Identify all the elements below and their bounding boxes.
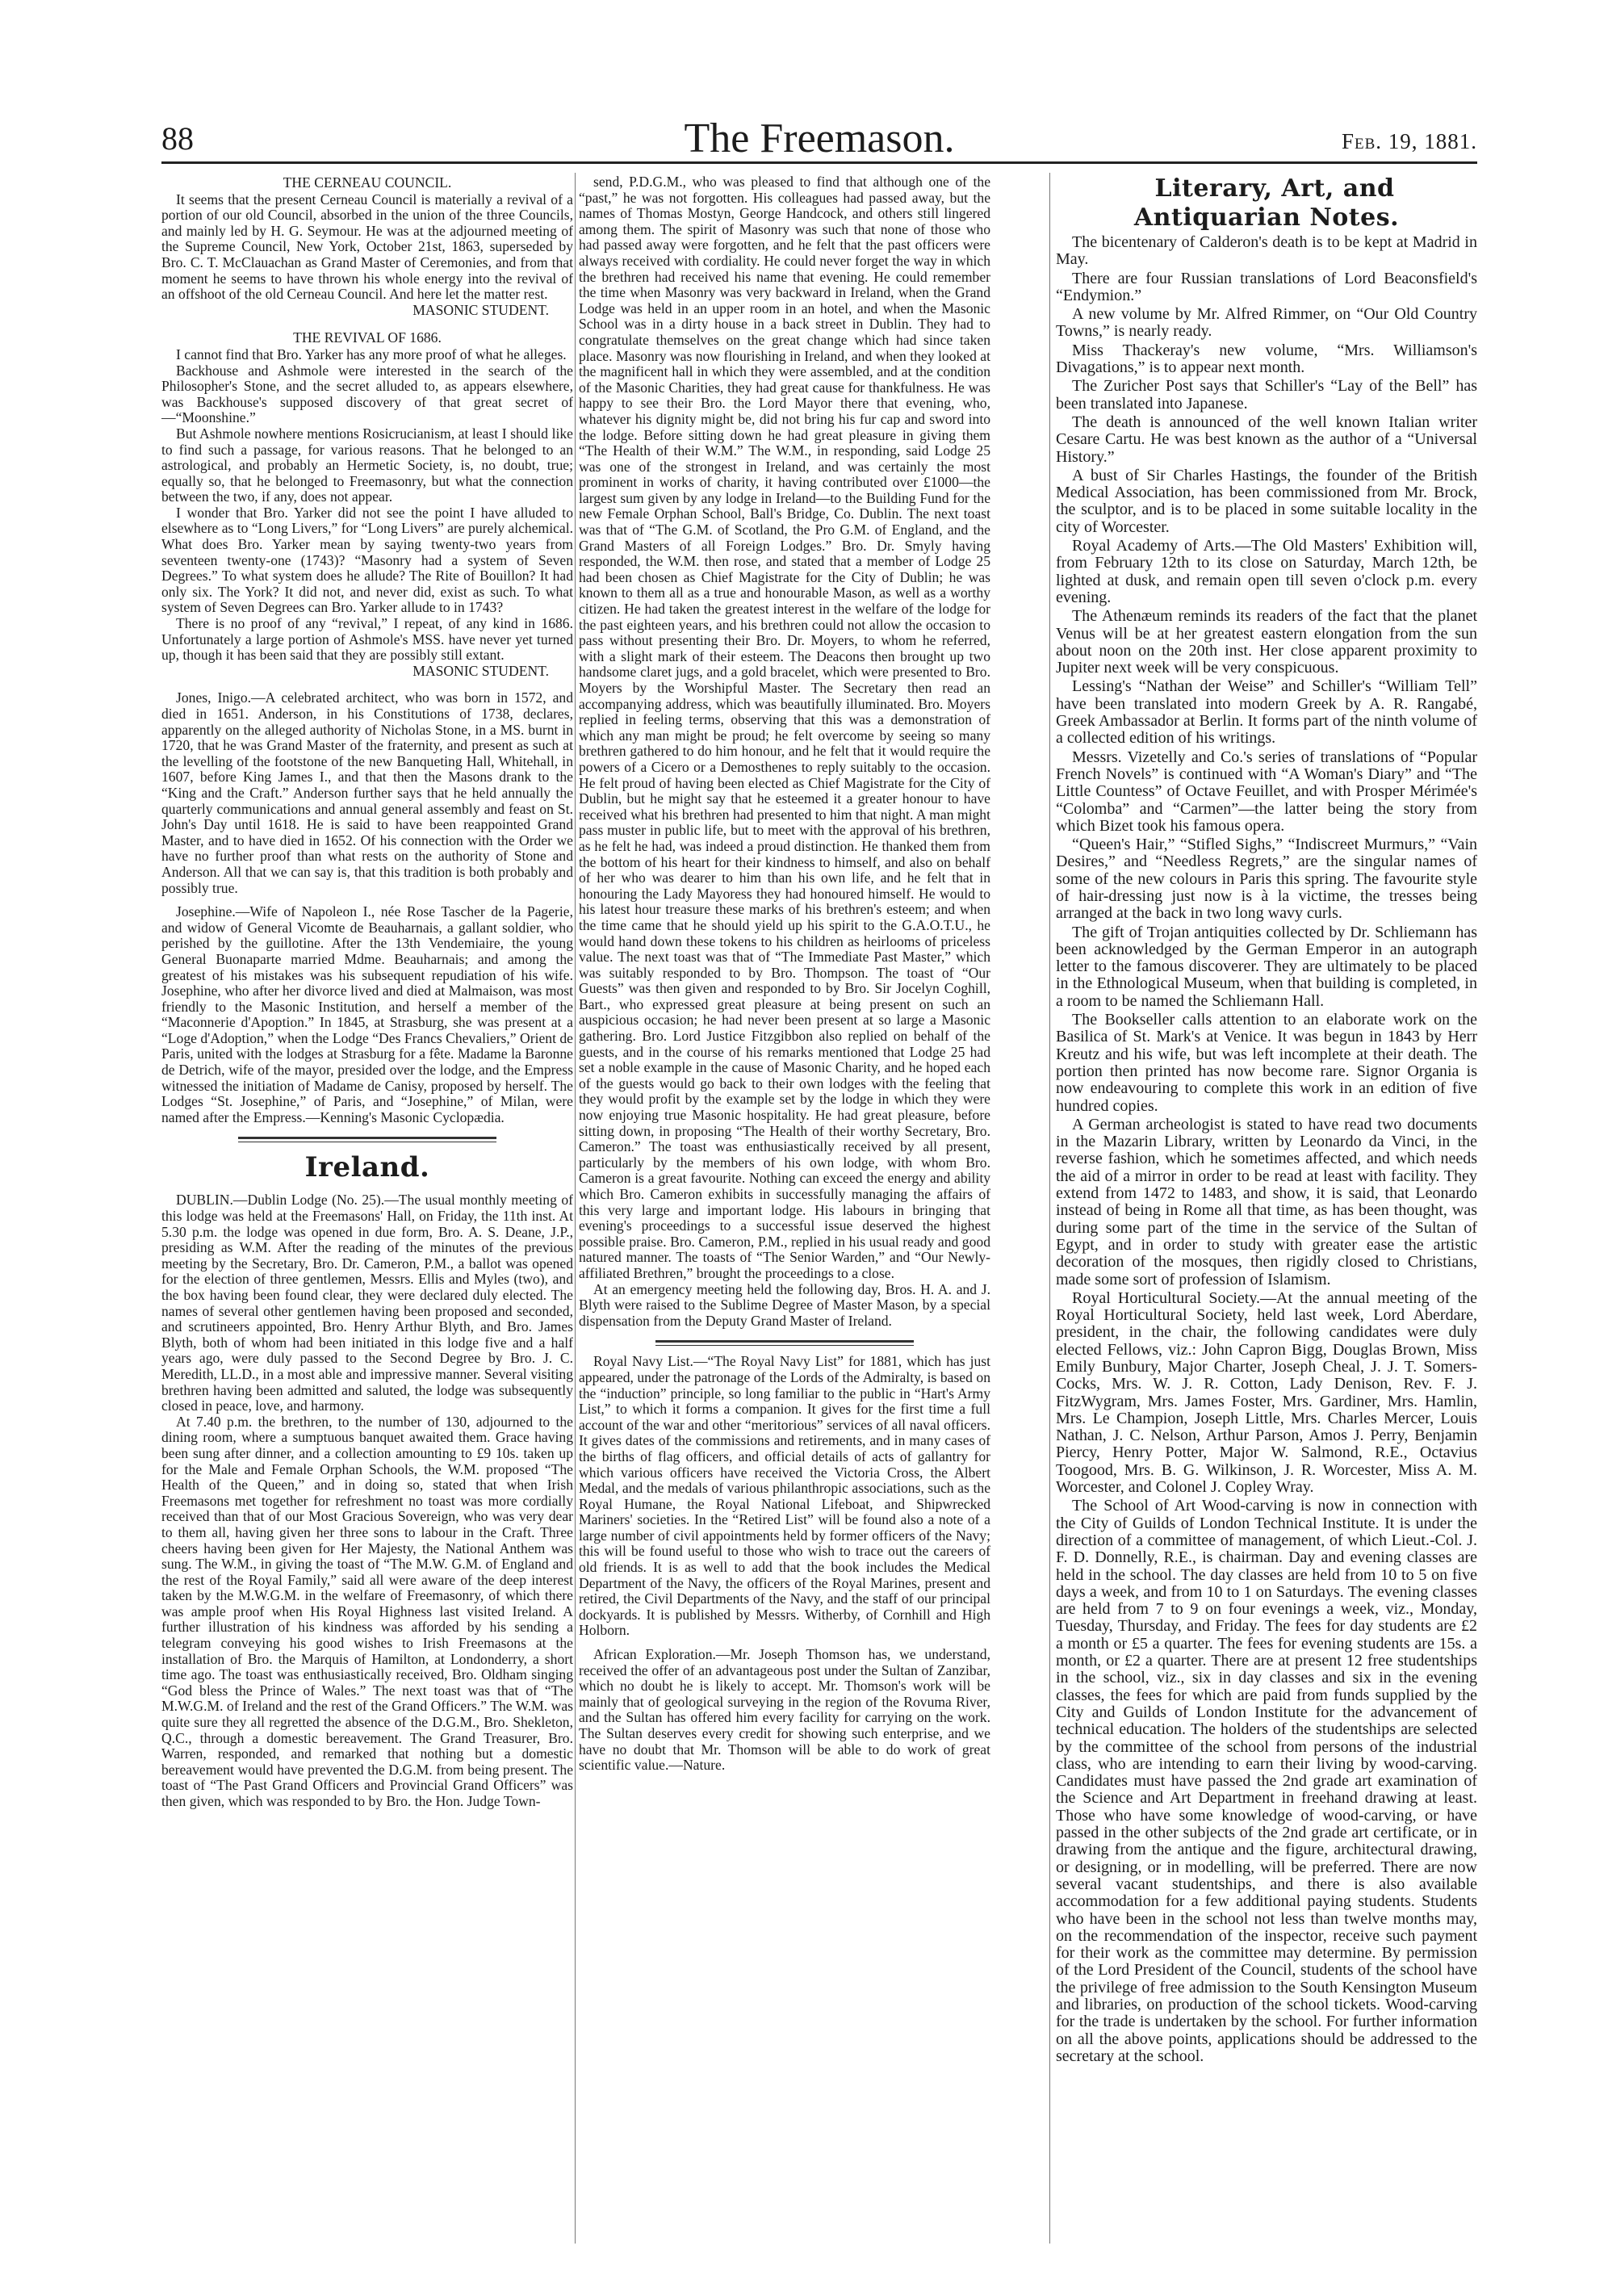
note-item: A German archeologist is stated to have read two documents in the Mazarin Library, written by Leonardo da Vinci, in the reverse fashion, which he sometimes affected, and which needs the aid of a mirror in order to be read at least with facility. They extend from 1472 to 1483, and show, it is said, that Leonardo instead of being in Rome all that time, as has been thought, was during some part of the time in the service of the Sultan of Egypt, and in order to study with greater ease the artistic decoration of the mosques, then rigidly closed to Christians, made some sort of profession of Islamism. [1056,1115,1477,1288]
cyclopaedia-entry-jones: Jones, Inigo.—A celebrated architect, who was born in 1572, and died in 1651. Anderson, in his Constitutions of 1738, declares, apparently on the alleged authority of Nicholas Stone, in a MS. burnt in 1720, that he was Grand Master of the fraternity, and present as such at the levelling of the footstone of the new Banqueting Hall, Whitehall, in 1607, before King James I., and that then the Masons drank to the “King and the Craft.” Anderson further says that he held annually the quarterly communications and annual general assembly and feast on St. John's Day until 1618. He is said to have been reappointed Grand Master, and to have died in 1652. Of his connection with the Order we have no further proof than what rests on the authority of Stone and Anderson. All that we can say is, that this tradition is both probably and possibly true. [161,689,573,896]
note-item: The School of Art Wood-carving is now in connection with the City of Guilds of London Technical Institute. It is under the direction of a committee of management, of which Lieut.-Col. J. F. D. Donnelly, R.E., is chairman. Day and evening classes are held in the school. The day classes are held from 10 to 5 on five days a week, and from 10 to 1 on Saturdays. The evening classes are held from 7 to 9 on four evenings a week, viz., Monday, Tuesday, Thursday, and Friday. The fees for day students are £2 a month or £5 a quarter. The fees for evening students are 15s. a month, or £2 a quarter. There are at present 12 free studentships in the school, viz., six in day classes and six in the evening classes, the fees for which are paid from funds supplied by the City and Guilds of London Institute for the advancement of technical education. The holders of the studentships are selected by the committee of the school from persons of the industrial class, who are intending to earn their living by wood-carving. Candidates must have passed the 2nd grade art examination of the Science and Art Department in freehand drawing at least. Those who have some knowledge of wood-carving, or have passed in the other subjects of the 2nd grade art certificate, or in drawing from the antique and the figure, architectural drawing, or designing, or in modelling, will be preferred. There are now several vacant studentships, and there is also available accommodation for a few additional paying students. Students who have been in the school not less than twelve months may, on the recommendation of the inspector, receive such payment for their work as the committee may determine. By permission of the Lord President of the Council, students of the school have the privilege of free admission to the South Kensington Museum and libraries, on production of the school tickets. Wood-carving for the trade is undertaken by the school. For further information on all the above points, applications should be addressed to the secretary at the school. [1056,1497,1477,2065]
masthead [161,115,1477,161]
article-paragraph: But Ashmole nowhere mentions Rosicrucianism, at least I should like to find such a passage, for various reasons. That he belonged to an astrological, and probably an Hermetic Society, is, no doubt, true; equally so, that he belonged to Freemasonry, but what the connection between the two, if any, does not appear. [161,425,573,505]
african-exploration-paragraph: African Exploration.—Mr. Joseph Thomson has, we understand, received the offer of an advantageous post under the Sultan of Zanzibar, which no doubt he is likely to accept. Mr. Thomson's work will be mainly that of geological surveying in the region of the Rovuma River, and the Sultan has offered him every facility for carrying on the work. The Sultan deserves every credit for showing such enterprise, and we have no doubt that Mr. Thomson will be able to do work of great scientific value.—Nature. [579,1646,990,1774]
note-item: The bicentenary of Calderon's death is to be kept at Madrid in May. [1056,233,1477,269]
issue-date: Feb. 19, 1881. [1341,129,1477,153]
note-item: The Zuricher Post says that Schiller's “Lay of the Bell” has been translated into Japanese. [1056,377,1477,413]
section-rule [655,1340,914,1346]
note-item: A new volume by Mr. Alfred Rimmer, on “Our Old Country Towns,” is nearly ready. [1056,305,1477,341]
article-heading: THE REVIVAL OF 1686. [293,329,442,346]
page-number: 88 [161,120,194,157]
article-paragraph: It seems that the present Cerneau Council is materially a revival of a portion of our old Council, absorbed in the union of the three Councils, and mainly led by H. G. Seymour. He was at the adjourned meeting of the Supreme Council, New York, October 21st, 1863, superseded by Bro. C. T. McClauachan as Grand Master of Ceremonies, and from that moment he seems to have thrown his whole energy into the revival of an offshoot of the old Cerneau Council. And here let the matter rest. [161,191,573,303]
note-item: Lessing's “Nathan der Weise” and Schiller's “William Tell” have been translated into modern Greek by A. R. Rangabé, Greek Ambassador at Berlin. It forms part of the ninth volume of a collected edition of his writings. [1056,677,1477,748]
article-paragraph: I wonder that Bro. Yarker did not see the point I have alluded to elsewhere as to “Long Livers,” for “Long Livers” are purely alchemical. What does Bro. Yarker mean by saying twenty-two years from seventeen twenty-one (1743)? “Masonry had a system of Seven Degrees.” To what system does he allude? The Rite of Bouillon? It had only six. The York? It did not, and never did, exist as such. To what system of Seven Degrees can Bro. Yarker allude to in 1743? [161,504,573,616]
note-item: A bust of Sir Charles Hastings, the founder of the British Medical Association, has been commissioned from Mr. Brock, the sculptor, and is to be placed in some suitable locality in the city of Worcester. [1056,466,1477,536]
note-item: Messrs. Vizetelly and Co.'s series of translations of “Popular French Novels” is continued with “A Woman's Diary” and “The Little Countess” of Octave Feuillet, and with Prosper Mérimée's “Colomba” and “Carmen”—the latter being the story from which Bizet took his famous opera. [1056,748,1477,835]
publication-title: The Freemason. [684,115,955,161]
article-signature: MASONIC STUDENT. [412,301,549,318]
section-rule [238,1137,496,1142]
note-item: The Bookseller calls attention to an elaborate work on the Basilica of St. Mark's at Venice. It was begun in 1843 by Herr Kreutz and his wife, but was left incomplete at their death. The portion then printed has now become rare. Signor Organia is now endeavouring to complete this work in an edition of five hundred copies. [1056,1011,1477,1115]
article-paragraph: send, P.D.G.M., who was pleased to find that although one of the “past,” he was not forgotten. His colleagues had passed away, but the names of Thomas Mostyn, George Handcock, and others still lingered among them. The spirit of Masonry was such that none of those who had passed away were forgotten, and he felt that the past officers were always received with cordiality. He could never forget the way in which the brethren had received his name that evening. He could remember the time when Masonry was very backward in Ireland, when the Grand Lodge was held in an upper room in an hotel, and when the Masonic School was in a dirty house in a back street in Dublin. They had to congratulate themselves on the great change which had since taken place. Masonry was now flourishing in Ireland, and when they looked at the magnificent hall in which they were assembled, and at the condition of the Masonic Charities, they had great cause for thankfulness. He was happy to see their Bro. the Lord Mayor there that evening, who, whatever his dignity might be, did not bring his fur cap and sword into the lodge. Before sitting down he had great pleasure in giving them “The Health of their W.M.” The W.M., in responding, said Lodge 25 was one of the strongest in Ireland, and was certainly the most prominent in works of charity, it having contributed over £1000—the largest sum given by any lodge in Ireland—to the Building Fund for the new Female Orphan School, Ball's Bridge, Co. Dublin. The next toast was that of “The G.M. of Scotland, the Pro G.M. of England, and the Grand Masters of all Foreign Lodges.” Bro. Dr. Smyly having responded, the W.M. then rose, and stated that a member of Lodge 25 had been chosen as Chief Magistrate for the City of Dublin; he was known to them all as a true and honourable Mason, as well as a worthy citizen. He had taken the greatest interest in the welfare of the lodge for the past eighteen years, and his brethren could not allow the occasion to pass without presenting their Bro. Dr. Moyers, to whom he referred, with a slight mark of their esteem. The Deacons then brought up two handsome claret jugs, and a gold bracelet, which were presented to Bro. Moyers by the Worshipful Master. The Secretary then read an accompanying address, which was beautifully illuminated. Bro. Moyers replied in feeling terms, observing that this was a demonstration of which any man might be proud; he felt overcome by seeing so many brethren gathered to do him honour, and he felt that it would require the powers of a Cicero or a Demosthenes to reply suitably to the occasion. He felt proud of having been elected as Chief Magistrate for the City of Dublin, but he might say that he esteemed it a greater honour to have received what his brethren had presented to him that night. A man might pass muster in public life, but to meet with the approval of his brethren, as he felt he had, was indeed a proud distinction. He thanked them from the bottom of his heart for their kindness to himself, and also on behalf of her who was dearer to him than his own life, and he felt that in honouring the Lady Mayoress they had honoured himself. He would to his latest hour treasure these marks of his brethren's esteem; and when the time came that he should yield up his spirit to the G.A.O.T.U., he would hand down these tokens to his children as heirlooms of priceless value. The next toast was that of “The Immediate Past Master,” which was suitably responded to by Bro. Thompson. The toast of “Our Guests” was then given and responded to by Bro. Sir Jocelyn Coghill, Bart., who expressed great pleasure at being present on such an auspicious occasion; he had never been present at so large a Masonic gathering. Bro. Lord Justice Fitzgibbon also replied on behalf of the guests, and in the course of his remarks mentioned that Lodge 25 had set a noble example in the cause of Masonic Charity, and he hoped each of the guests would go back to their own lodges with the feeling that they would profit by the example set by the lodge in which they were now enjoying true Masonic hospitality. He had great pleasure, before sitting down, in proposing “The Health of their worthy Secretary, Bro. Cameron.” The toast was enthusiastically received by all present, particularly by the members of his own lodge, with whom Bro. Cameron is a great favourite. Nothing can exceed the energy and ability which Bro. Cameron exhibits in successfully managing the affairs of this very large and important lodge. His labours in bringing that evening's proceedings to a successful issue deserved the highest possible praise. Bro. Cameron, P.M., replied in his usual ready and good natured manner. The toasts of “The Senior Warden,” and “Our Newly-affiliated Brethren,” brought the proceedings to a close. [579,174,990,1281]
section-heading-literary-notes: Literary, Art, and Antiquarian Notes. [1133,174,1400,232]
note-item: “Queen's Hair,” “Stifled Sighs,” “Indiscreet Murmurs,” “Vain Desires,” and “Needless Regrets,” are the singular names of some of the new colours in Paris this spring. The favourite style of hair-dressing just now is à la victime, the tresses being arranged at the back in two long wavy curls. [1056,836,1477,923]
column-1 [161,174,573,2241]
article-paragraph: Backhouse and Ashmole were interested in the search of the Philosopher's Stone, and the secret alluded to, as appears elsewhere, was Backhouse's supposed discovery of that great secret of—“Moonshine.” [161,362,573,426]
note-item: Royal Academy of Arts.—The Old Masters' Exhibition will, from February 12th to its close on Saturday, March 12th, be lighted at dusk, and remain open till seven o'clock p.m. every evening. [1056,537,1477,606]
article-paragraph: There is no proof of any “revival,” I repeat, of any kind in 1686. Unfortunately a large portion of Ashmole's MSS. have never yet turned up, though it has been said that they are possibly still extant. [161,615,573,664]
column-separator [1049,173,1050,2244]
note-item: Miss Thackeray's new volume, “Mrs. Williamson's Divagations,” is to appear next month. [1056,341,1477,377]
navy-list-paragraph: Royal Navy List.—“The Royal Navy List” for 1881, which has just appeared, under the patronage of the Lords of the Admiralty, is based on the “induction” principle, so long familiar to the public in “Hart's Army List,” to which it forms a companion. It gives for the first time a full account of the war and other “meritorious” services of all naval officers. It gives dates of the commissions and retirements, and in many cases of the births of flag officers, and official details of acts of gallantry for which various officers have received the Victoria Cross, the Albert Medal, and the medals of various philanthropic associations, such as the Royal Humane, the Royal National Lifeboat, and Shipwrecked Mariners' societies. In the “Retired List” will be found also a note of a large number of civil appointments held by former officers of the Navy; this will be found useful to those who wish to trace out the careers of old friends. It is as well to add that the book includes the Medical Department of the Navy, the officers of the Royal Marines, present and retired, the Civil Departments of the Navy, and the staff of our principal dockyards. It is published by Messrs. Witherby, of Cornhill and High Holborn. [579,1353,990,1639]
masthead-rule [161,161,1477,164]
article-signature: MASONIC STUDENT. [412,662,549,679]
note-item: The death is announced of the well known Italian writer Cesare Cartu. He was best known as the author of a “Universal History.” [1056,413,1477,466]
article-paragraph: I cannot find that Bro. Yarker has any more proof of what he alleges. [176,346,567,362]
note-item: There are four Russian translations of Lord Beaconsfield's “Endymion.” [1056,269,1477,304]
article-paragraph: At an emergency meeting held the following day, Bros. H. A. and J. Blyth were raised to the Sublime Degree of Master Mason, by a special dispensation from the Deputy Grand Master of Ireland. [579,1280,990,1329]
column-separator [575,173,576,2244]
article-paragraph: DUBLIN.—Dublin Lodge (No. 25).—The usual monthly meeting of this lodge was held at the Freemasons' Hall, on Friday, the 11th inst. At 5.30 p.m. the lodge was opened in due form, Bro. A. S. Deane, J.P., presiding as W.M. After the reading of the minutes of the previous meeting by the Secretary, Bro. Dr. Cameron, P.M., a ballot was opened for the election of three gentlemen, Messrs. Ellis and Myles (two), and the box having been found clear, they were declared duly elected. The names of several other gentlemen having been proposed and seconded, and scrutineers appointed, Bro. Henry Arthur Blyth, and Bro. James Blyth, both of whom had been initiated in this lodge five and a half years ago, were duly passed to the Second Degree by Bro. J. C. Meredith, LL.D., in a most able and impressive manner. Several visiting brethren having been admitted and saluted, the lodge was subsequently closed in peace, love, and harmony. [161,1192,573,1414]
column-3 [1056,174,1477,2241]
article-heading: THE CERNEAU COUNCIL. [283,174,452,191]
note-item: The gift of Trojan antiquities collected by Dr. Schliemann has been acknowledged by the German Emperor in an autograph letter to the famous discoverer. They are ultimately to be placed in the Ethnological Museum, when that building is completed, in a room to be named the Schliemann Hall. [1056,923,1477,1010]
cyclopaedia-entry-josephine: Josephine.—Wife of Napoleon I., née Rose Tascher de la Pagerie, and widow of General Vicomte de Beauharnais, a gallant soldier, who perished by the guillotine. After the 13th Vendemiaire, the young General Buonaparte married Mdme. Beauharnais; and among the greatest of his mistakes was his subsequent repudiation of his wife. Josephine, who after her divorce lived and died at Malmaison, was most friendly to the Masonic Institution, and herself a member of the “Maconnerie d'Apoption.” In 1845, at Strasburg, she was present at a “Loge d'Adoption,” when the Lodge “Des Francs Chevaliers,” Orient de Paris, united with the lodges at Strasburg for a fête. Madame la Baronne de Detrich, wife of the mayor, presided over the lodge, and the Empress witnessed the initiation of Madame de Canisy, proposed by herself. The Lodges “St. Josephine,” of Paris, and “Josephine,” of Milan, were named after the Empress.—Kenning's Masonic Cyclopædia. [161,903,573,1125]
section-heading-ireland: Ireland. [304,1151,430,1184]
article-paragraph: At 7.40 p.m. the brethren, to the number of 130, adjourned to the dining room, where a sumptuous banquet awaited them. Grace having been sung after dinner, and a collection amounting to £9 10s. taken up for the Male and Female Orphan Schools, the W.M. proposed “The Health of the Queen,” and in doing so, stated that when Irish Freemasons met together for refreshment no toast was more cordially received than that of our Most Gracious Sovereign, who was very dear to them all, having given her three sons to labour in the Craft. Three cheers having been given for Her Majesty, the National Anthem was sung. The W.M., in giving the toast of “The M.W. G.M. of England and the rest of the Royal Family,” said all were aware of the deep interest taken by the M.W.G.M. in the welfare of Freemasonry, of which there was ample proof when His Royal Highness last visited Ireland. A further illustration of his kindness was afforded by his sending a telegram conveying his good wishes to Irish Freemasons at the installation of Bro. the Marquis of Hamilton, at Londonderry, a short time ago. The toast was enthusiastically received, Bro. Oldham singing “God bless the Prince of Wales.” The next toast was that of “The M.W.G.M. of Ireland and the rest of the Grand Officers.” The W.M. was quite sure they all regretted the absence of the D.G.M., Bro. Shekleton, Q.C., through a domestic bereavement. The Grand Treasurer, Bro. Warren, responded, and remarked that nothing but a domestic bereavement would have prevented the D.G.M. from being present. The toast of “The Past Grand Officers and Provincial Grand Officers” was then given, which was responded to by Bro. the Hon. Judge Town- [161,1413,573,1809]
note-item: The Athenæum reminds its readers of the fact that the planet Venus will be at her greatest eastern elongation from the sun about noon on the 20th inst. Her close apparent proximity to Jupiter next week will be very conspicuous. [1056,607,1477,677]
note-item: Royal Horticultural Society.—At the annual meeting of the Royal Horticultural Society, held last week, Lord Aberdare, president, in the chair, the following candidates were duly elected Fellows, viz.: John Capron Bigg, Douglas Brown, Miss Emily Bunbury, Major Charter, Joseph Cheal, J. J. T. Somers-Cocks, Mrs. W. J. R. Cotton, Lady Denison, Rev. F. J. FitzWygram, Mrs. James Foster, Mrs. Gardiner, Mrs. Hamlin, Mrs. Le Champion, Joseph Little, Mrs. Charles Mercer, Louis Nathan, J. C. Nelson, Arthur Parson, Amos J. Perry, Benjamin Piercy, Henry Potter, Major W. Salmond, R.E., Octavius Toogood, Mrs. B. G. Wilkinson, J. R. Worcester, Miss A. M. Worcester, and Colonel J. Copley Wray. [1056,1288,1477,1497]
column-2 [579,174,990,2241]
